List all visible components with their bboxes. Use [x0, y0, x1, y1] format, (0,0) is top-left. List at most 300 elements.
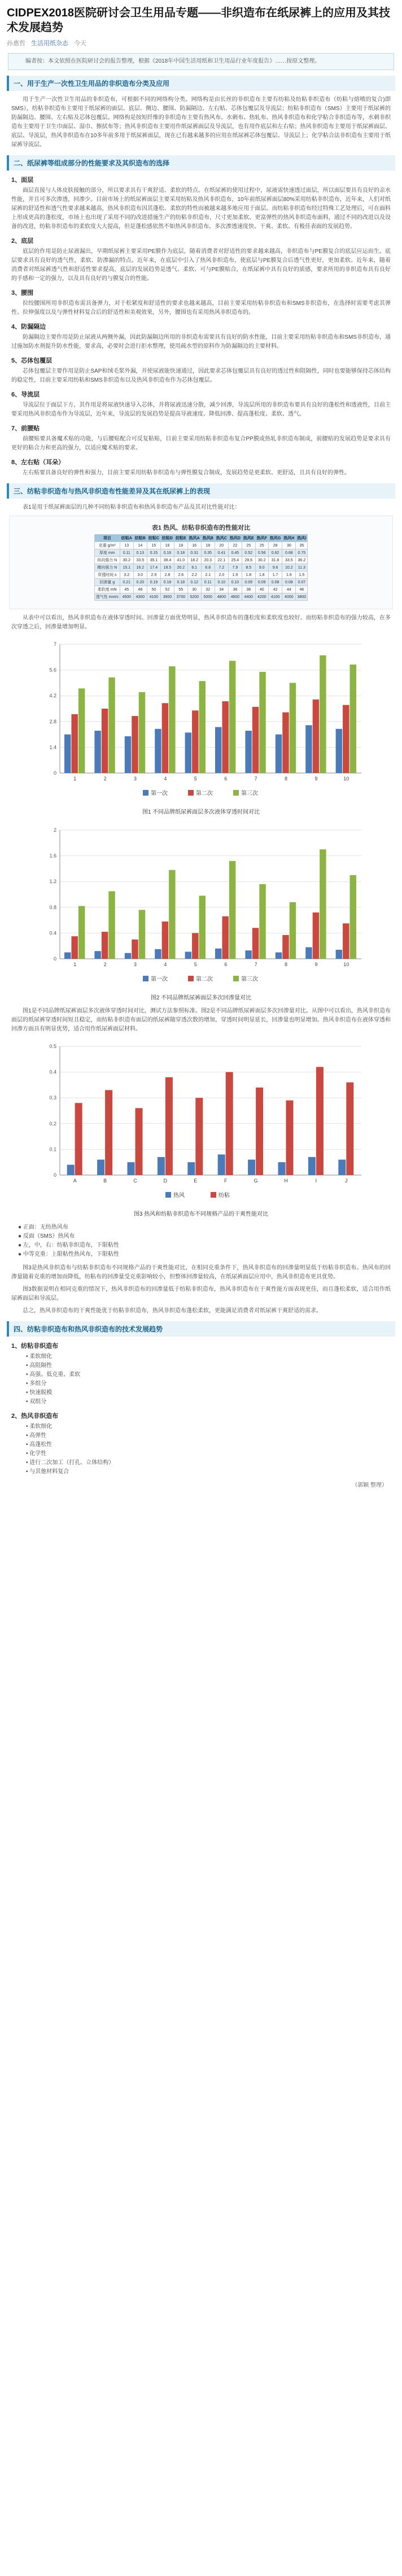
legend-label: 热风 [173, 1193, 185, 1199]
bar [286, 1101, 294, 1175]
table-cell: 0.12 [187, 579, 201, 586]
table-cell: 20.2 [174, 564, 187, 571]
table-cell: 15.1 [120, 564, 133, 571]
note-item: ● 左，中，右：纺粘非织造布，下限粘性 [18, 1242, 119, 1248]
x-tick-label: 10 [343, 962, 349, 967]
bar [218, 1155, 225, 1175]
table-cell: 厚度 mm [94, 549, 120, 557]
table-cell: 42 [268, 586, 282, 593]
trend-item: • 柔软细化 [26, 1424, 53, 1430]
table-cell: 0.68 [282, 549, 296, 557]
table-cell: 18 [201, 542, 215, 549]
table-cell: 30.2 [120, 557, 133, 564]
trend-item: • 高蓬松性 [26, 1442, 53, 1448]
table-cell: 0.18 [174, 579, 187, 586]
table-header-cell: 热风C [215, 535, 228, 542]
table-cell: 2.9 [147, 571, 160, 579]
bar [229, 661, 235, 773]
bar [78, 688, 85, 773]
table-cell: 0.20 [133, 579, 147, 586]
subsection-paragraph: 拉绞腰围所用非织造布需具备弹力，对于松紧度和舒适性的要求也越来越高，目前主要采用纺粘非织造布和SMS非织造布，在选择时需要考虑其弹性、拉伸强度以及与弹性材料复合后的舒适性和美观效果，另外，腰围也有采用热风非织造布的。 [11, 300, 391, 316]
bar [108, 678, 115, 773]
section-2-list [7, 175, 395, 478]
article-meta [7, 38, 395, 47]
table-header-cell: 热风B [201, 535, 215, 542]
bar [64, 735, 71, 773]
table-cell: 32 [201, 586, 215, 593]
x-tick-label: 7 [254, 962, 257, 967]
table-cell: 2.6 [174, 571, 187, 579]
legend-label: 纺粘 [219, 1193, 230, 1199]
bar [343, 923, 349, 959]
bar [282, 713, 289, 773]
bar [252, 928, 259, 959]
table-cell: 0.09 [242, 579, 255, 586]
x-tick-label: 6 [224, 776, 228, 781]
table-cell: 4500 [120, 593, 133, 601]
bar [343, 705, 349, 773]
table-row [94, 542, 308, 549]
table-header-cell: 热风F [255, 535, 268, 542]
legend-label: 第一次 [151, 791, 168, 797]
section-3-intro: 表1是用于纸尿裤面层的几种不同纺粘非织造布和热风非织造布产品及其对比性能对比： [23, 504, 241, 510]
bar [276, 735, 282, 773]
legend-label: 第一次 [151, 976, 168, 983]
trend-item: • 高强、低克重、柔软 [26, 1372, 81, 1378]
figure-2-caption: 图2 不同品牌纸尿裤面层多次回渗量对比 [150, 995, 252, 1001]
y-tick-label: 0.5 [49, 1044, 56, 1049]
table-cell: 1.6 [282, 571, 296, 579]
bar [132, 940, 138, 959]
bar [94, 951, 100, 959]
bar [290, 683, 296, 773]
x-tick-label: 3 [133, 776, 137, 781]
account-link[interactable]: 生活用纸杂志 [31, 40, 68, 47]
table-cell: 18 [174, 542, 187, 549]
section-3-paragraph-2: 从表中可以看出，热风非织造布在液体穿透时间、回渗量方面优势明显，热风非织造布的蓬松度和柔软度也较好。而纺粘非织造布的强力较高，在多次穿透之后，回渗量增加明显。 [11, 615, 391, 630]
table-cell: 14 [133, 542, 147, 549]
table-cell: 36 [228, 586, 242, 593]
trend-item: • 进行二次加工（打孔、立体结构） [26, 1460, 115, 1466]
figure-3-caption: 图3 热风和纺粘非织造布不同规格产品的干爽性能对比 [133, 1211, 269, 1217]
trend-item: • 柔软细化 [26, 1354, 53, 1360]
table-header-cell: 纺粘B [133, 535, 147, 542]
figure-3-notes [7, 1223, 395, 1259]
bar [259, 672, 265, 773]
bar [71, 936, 77, 959]
table-header-cell: 热风I [296, 535, 308, 542]
bar [192, 710, 198, 773]
legend-swatch [211, 1192, 216, 1198]
bar [350, 875, 356, 959]
table-cell: 25 [242, 542, 255, 549]
table-cell: 1.9 [228, 571, 242, 579]
legend-swatch [165, 1192, 171, 1198]
figure-2-chart [32, 821, 370, 990]
legend-swatch [143, 976, 148, 981]
bar [222, 916, 228, 959]
x-tick-label: C [133, 1178, 137, 1184]
y-tick-label: 0.3 [49, 1095, 56, 1101]
x-tick-label: 2 [103, 776, 107, 781]
table-header-cell: 纺粘C [147, 535, 160, 542]
trend-group-heading: 2、热风非织造布 [11, 1413, 59, 1420]
trend-item: • 多组分 [26, 1381, 47, 1387]
table-row [94, 571, 308, 579]
table-cell: 35.1 [147, 557, 160, 564]
subsection-paragraph: 左右贴要具备良好的弹性和强力，目前主要采用纺粘非织造布与弹性膜复合制成，发展趋势是更柔软、更舒适，且具有良好的弹性。 [23, 470, 350, 476]
note-item: ● 反面（SMS）热风布 [18, 1233, 75, 1239]
y-tick-label: 2 [53, 827, 56, 833]
table-cell: 4400 [242, 593, 255, 601]
table-cell: 44 [282, 586, 296, 593]
bar [162, 922, 168, 959]
note-item: ● 中等克重：上限粘性热风布，下限粘性 [18, 1251, 119, 1258]
table-header-cell: 热风E [242, 535, 255, 542]
table-header-cell: 纺粘D [160, 535, 174, 542]
section-3-paragraph-6: 总之，热风非织造布的干爽性能优于纺粘非织造布，热风非织造布蓬松柔软，更能满足消费者对纸尿裤干爽舒适的需求。 [23, 1308, 322, 1314]
table-1-title: 表1 热风、纺粘非织造布的性能对比 [151, 525, 251, 531]
subsection-heading: 3、腰围 [11, 290, 34, 296]
bar [102, 709, 108, 773]
figure-3-chart [32, 1037, 370, 1207]
table-cell: 33.5 [133, 557, 147, 564]
table-row [94, 557, 308, 564]
table-cell: 52 [160, 586, 174, 593]
trend-list-spunbond [7, 1352, 395, 1407]
table-cell: 6.8 [201, 564, 215, 571]
table-cell: 6.1 [187, 564, 201, 571]
x-tick-label: 9 [314, 776, 318, 781]
bar [75, 1103, 82, 1175]
x-tick-label: E [194, 1178, 198, 1184]
bar [320, 656, 326, 773]
bar [158, 1157, 165, 1175]
y-tick-label: 0.2 [49, 1120, 56, 1127]
table-cell: 0.13 [133, 549, 147, 557]
table-cell: 20.3 [201, 557, 215, 564]
bar [97, 1160, 104, 1175]
y-tick-label: 4.2 [49, 693, 56, 699]
y-tick-label: 1.6 [49, 853, 56, 859]
x-tick-label: F [224, 1178, 228, 1184]
bar [165, 1077, 173, 1175]
subsection-heading: 8、左右贴（耳朵） [11, 459, 65, 466]
table-cell: 0.11 [120, 549, 133, 557]
subsection-paragraph: 导流层位于面层下方，其作用是将尿液快速导入芯体，并将尿液迅速分散，减少回渗，导流层所用的非织造布要具有良好的蓬松性和透液性，目前主要采用热风非织造布作为导流层，近年来，导流层的发展趋势是提高导液速度、降低回渗、提高蓬松度、柔软、透气。 [11, 402, 391, 417]
legend-swatch [188, 976, 194, 981]
trend-item: • 化学性 [26, 1451, 47, 1457]
table-cell: 0.10 [228, 579, 242, 586]
bar [67, 1165, 75, 1175]
table-cell: 2.0 [215, 571, 228, 579]
table-cell: 4100 [268, 593, 282, 601]
bar [125, 736, 131, 773]
table-cell: 0.75 [296, 549, 308, 557]
legend-label: 第二次 [196, 976, 213, 983]
table-cell: 20 [215, 542, 228, 549]
bar [185, 732, 191, 773]
table-row [94, 586, 308, 593]
note-item: ● 正面：无纺热风布 [18, 1224, 68, 1230]
y-tick-label: 1.4 [49, 744, 56, 750]
bar [305, 725, 312, 773]
table-row [94, 549, 308, 557]
x-tick-label: B [103, 1178, 107, 1184]
table-row [94, 579, 308, 586]
table-cell: 11.3 [296, 564, 308, 571]
bar [169, 666, 175, 773]
bar [105, 1090, 112, 1175]
bar [229, 861, 235, 959]
bar [245, 731, 251, 773]
bar [313, 700, 319, 773]
bar [155, 949, 161, 959]
table-1-panel [9, 516, 393, 609]
table-body [94, 542, 308, 601]
figure-1-caption: 图1 不同品牌纸尿裤面层多次液体穿透时间对比 [142, 809, 260, 815]
table-cell: 0.21 [120, 579, 133, 586]
y-tick-label: 5.6 [49, 667, 56, 673]
x-tick-label: 7 [254, 776, 257, 781]
table-cell: 2.1 [201, 571, 215, 579]
table-cell: 18.5 [160, 564, 174, 571]
trend-item: • 快速脱模 [26, 1390, 53, 1396]
bar [169, 870, 175, 959]
table-row [94, 564, 308, 571]
bar [336, 950, 342, 959]
x-tick-label: 6 [224, 962, 228, 967]
bar [320, 849, 326, 959]
table-cell: 48 [133, 586, 147, 593]
legend-label: 第三次 [241, 976, 258, 983]
bar [136, 1108, 143, 1175]
bar [199, 896, 206, 959]
legend-swatch [143, 790, 148, 796]
table-cell: 3900 [160, 593, 174, 601]
table-cell: 17.4 [147, 564, 160, 571]
x-tick-label: 3 [133, 962, 137, 967]
table-cell: 28.6 [242, 557, 255, 564]
bar [199, 681, 206, 773]
table-cell: 8.5 [242, 564, 255, 571]
table-cell: 2.2 [187, 571, 201, 579]
bar [226, 1072, 233, 1175]
bar [346, 1082, 353, 1175]
legend-swatch [233, 976, 239, 981]
section-3-paragraph-4: 图3是热风非织造布与纺粘非织造布不同规格产品的干爽性能对比，在相同克重条件下，热风非织造布的回渗量明显低于纺粘非织造布。热风布的回渗量随着克重的增加而降低，纺粘布的回渗量受克重影响较小，但整体回渗量较高，在纸尿裤面层应用中，热风非织造布更具优势。 [11, 1265, 391, 1280]
table-cell: 22 [228, 542, 242, 549]
table-cell: 3800 [296, 593, 308, 601]
legend-label: 第三次 [241, 791, 258, 797]
table-cell: 41.0 [174, 557, 187, 564]
table-cell: 15 [147, 542, 160, 549]
trend-group-heading: 1、纺粘非织造布 [11, 1343, 59, 1350]
bar [71, 714, 77, 773]
x-tick-label: 4 [164, 962, 167, 967]
bar [139, 910, 145, 959]
table-cell: 克重 g/m² [94, 542, 120, 549]
table-cell: 46 [296, 586, 308, 593]
section-3-paragraph-5: 图3数据说明在相同克重的情况下，热风非织造布的回渗量低于纺粘非织造布，热风非织造布在干爽性能方面表现更佳，而且蓬松柔软，适合用作纸尿裤面层和导流层。 [11, 1286, 391, 1302]
table-cell: 45 [120, 586, 133, 593]
bar [187, 1162, 195, 1175]
table-cell: 0.18 [160, 579, 174, 586]
x-tick-label: 8 [284, 776, 288, 781]
table-cell: 0.18 [174, 549, 187, 557]
table-cell: 0.08 [282, 579, 296, 586]
table-cell: 0.07 [296, 579, 308, 586]
subsection-heading: 1、面层 [11, 177, 34, 184]
table-cell: 0.41 [215, 549, 228, 557]
editor-note: 编者按：本文依照在医院研讨会的报告整理，根据《2018年中国生活用纸和卫生用品行业年度报告》……按原文整理。 [8, 53, 394, 70]
table-cell: 0.45 [228, 549, 242, 557]
table-cell: 4800 [215, 593, 228, 601]
trend-item: • 高弹性 [26, 1433, 47, 1439]
table-cell: 穿透时间 s [94, 571, 120, 579]
table-cell: 0.31 [187, 549, 201, 557]
subsection-heading: 7、前腰贴 [11, 425, 40, 432]
x-tick-label: 1 [73, 776, 77, 781]
table-header-cell: 纺粘A [120, 535, 133, 542]
table-cell: 1.8 [255, 571, 268, 579]
performance-table [94, 534, 308, 601]
y-tick-label: 2.8 [49, 718, 56, 724]
table-cell: 30 [187, 586, 201, 593]
author-name: 孙惠哲 [7, 40, 25, 47]
table-cell: 0.08 [268, 579, 282, 586]
y-tick-label: 0 [53, 1172, 56, 1178]
bar [248, 1160, 255, 1175]
y-tick-label: 0.1 [49, 1146, 56, 1152]
subsection-heading: 6、导流层 [11, 391, 40, 398]
table-cell: 3.2 [120, 571, 133, 579]
x-tick-label: D [163, 1178, 168, 1184]
section-3-title: 三、纺粘非织造布与热风非织造布性能差异及其在纸尿裤上的表现 [7, 483, 395, 499]
bar [192, 933, 198, 959]
bar [155, 729, 161, 773]
x-tick-label: 4 [164, 776, 167, 781]
legend-swatch [188, 790, 194, 796]
table-header-cell: 热风D [228, 535, 242, 542]
table-cell: 16 [187, 542, 201, 549]
bar [350, 665, 356, 773]
table-cell: 13 [120, 542, 133, 549]
table-cell: 31.8 [268, 557, 282, 564]
trend-item: • 与其他材料复合 [26, 1469, 69, 1475]
table-cell: 16 [160, 542, 174, 549]
table-cell: 25.4 [228, 557, 242, 564]
y-tick-label: 0.4 [49, 1069, 56, 1075]
y-tick-label: 7 [53, 641, 56, 647]
table-cell: 0.16 [160, 549, 174, 557]
trend-item: • 高阻隔性 [26, 1363, 53, 1369]
table-header-cell: 纺粘E [174, 535, 187, 542]
table-cell: 0.10 [215, 579, 228, 586]
x-tick-label: 5 [194, 776, 197, 781]
table-row [94, 593, 308, 601]
table-cell: 4600 [228, 593, 242, 601]
table-cell: 30.2 [255, 557, 268, 564]
editor-signature: （郭颖 整理） [352, 1482, 387, 1488]
subsection-paragraph: 面层直接与人体皮肤接触的部分，所以要求具有干爽舒适、柔软的特点。在纸尿裤的使用过程中，尿液需快速透过面层，所以面层要具有良好的亲水性能，并且可多次渗透，回渗少。目前市场上的纸尿裤面层主要采用纺粘及热风非织造布，10年前纸尿裤面层80%采用纺粘非织造布，近年来，人们对纸尿裤的舒适性和透气性要求越来越高，热风非织造布因其蓬松、柔软的特性而被越来越多地应用于面层。而纺粘非织造布经过特殊工艺处理后，可在面料上形成更高的蓬松度，市场上也出现了采用不同的改进措施生产的纺粘非织造布，尺寸更加柔软、更富弹性的热风非织造布面料，通过不同的改进以及设备的改进，纺粘非织造布的柔软度大大提高，但是蓬松感依然不如热风非织造布。多次渗透速度快、干爽、柔软、有极佳表面的发展趋势。 [11, 187, 391, 230]
table-cell: 2.8 [160, 571, 174, 579]
article-title: CIDPEX2018医院研讨会卫生用品专题——非织造布在纸尿裤上的应用及其技术发展趋势 [7, 7, 390, 34]
bar [252, 707, 259, 773]
bar [195, 1098, 203, 1175]
table-cell: 透气性 mm/s [94, 593, 120, 601]
table-cell: 25 [255, 542, 268, 549]
x-tick-label: I [315, 1178, 317, 1184]
bar [78, 906, 85, 959]
table-cell: 35 [296, 542, 308, 549]
x-tick-label: 8 [284, 962, 288, 967]
table-cell: 回渗量 g [94, 579, 120, 586]
table-cell: 5000 [201, 593, 215, 601]
table-cell: 1.7 [268, 571, 282, 579]
table-cell: 0.35 [201, 549, 215, 557]
table-cell: 55 [174, 586, 187, 593]
bar [132, 716, 138, 773]
table-cell: 4200 [255, 593, 268, 601]
table-cell: 10.2 [282, 564, 296, 571]
table-cell: 1.8 [242, 571, 255, 579]
table-cell: 22.1 [215, 557, 228, 564]
table-cell: 0.52 [242, 549, 255, 557]
table-header-cell: 项目 [94, 535, 120, 542]
bar [290, 902, 296, 959]
figure-1-svg [32, 635, 370, 805]
table-cell: 40 [255, 586, 268, 593]
section-1-title: 一、用于生产一次性卫生用品的非织造布分类及应用 [7, 76, 395, 91]
figure-3-svg [32, 1037, 370, 1207]
x-tick-label: 9 [314, 962, 318, 967]
table-cell: 0.09 [255, 579, 268, 586]
table-cell: 30 [282, 542, 296, 549]
table-cell: 34 [215, 586, 228, 593]
bar [276, 953, 282, 959]
table-cell: 9.6 [268, 564, 282, 571]
table-cell: 33.5 [282, 557, 296, 564]
bar [185, 951, 191, 959]
bar [102, 932, 108, 959]
bar [215, 727, 221, 773]
bar [278, 1162, 286, 1175]
figure-1-chart [32, 635, 370, 805]
x-tick-label: J [345, 1178, 348, 1184]
table-cell: 纵向强力 N [94, 557, 120, 564]
bar [338, 1160, 346, 1175]
table-cell: 38 [242, 586, 255, 593]
bar [128, 1162, 135, 1175]
section-4-title: 四、纺粘非织造布和热风非织造布的技术发展趋势 [7, 1321, 395, 1337]
bar [64, 953, 71, 959]
subsection-paragraph: 底层的作用是防止尿液漏出，早期纸尿裤主要采用PE膜作为底层，随着消费者对舒适性的要求越来越高，非织造布与PE膜复合的底层应运而生。底层要求具有良好的透气性，柔软、防渗漏的特点。近年来，在底层中引入了热风非织造布，使底层与PE膜复合后透气性更好，更加柔软。近年来，随着消费者对纸尿裤透气性和舒适性要求提高，底层的发展趋势是透气、柔软、可与PE膜贴合，在纸尿裤中具有良好的质感，要求所用的非织造布具有良好的手感和一定的强力，以及具有良好的与膜复合的性能。 [11, 248, 391, 282]
subsection-heading: 2、底层 [11, 238, 34, 244]
table-cell: 3700 [174, 593, 187, 601]
section-2-title: 二、纸尿裤等组成部分的性能要求及其织造布的选择 [7, 155, 395, 171]
bar [215, 949, 221, 959]
bar [245, 950, 251, 959]
bar [259, 884, 265, 959]
table-cell: 4100 [147, 593, 160, 601]
section-1-paragraph: 用于生产一次性卫生用品的非织造布，可根据不同的网络构分类。网络构是由长丝的非织造布主要有纺粘及纺粘非织造布（纺粘与熔喷的复合)即SMS），纺粘非织造布主要用于纸尿裤的面层、底层、侧边、腰围、防漏隔边、左右贴、芯体包覆层及导流层；纺粘非织造布（SMS）主要用于纸尿裤的防漏隔边、腰围、左右贴及芯体包覆层。网络构是按短纤维的非织造布主要有热风布、水刺布、热轧布、热风非织造布和化学粘合非织造布等，水刺非织造布主要用于卫生巾面层、湿巾、擦拭布等；热风非织造布主要用作纸尿裤面层及导流层，也有用作底层和左右贴；热风非织造布主要用于纸尿裤面层、底层、导流层，热风非织造布在10多年前多用于纸尿裤面层，现在已有越来越多的应用在纸尿裤芯体包覆层、导流层上；化学粘合法非织造布主要用于纸尿裤导流层。 [11, 97, 391, 148]
trend-list-airthrough [7, 1422, 395, 1477]
x-tick-label: A [73, 1178, 77, 1184]
y-tick-label: 1.2 [49, 879, 56, 885]
bar [305, 947, 312, 959]
table-header-cell: 热风G [268, 535, 282, 542]
